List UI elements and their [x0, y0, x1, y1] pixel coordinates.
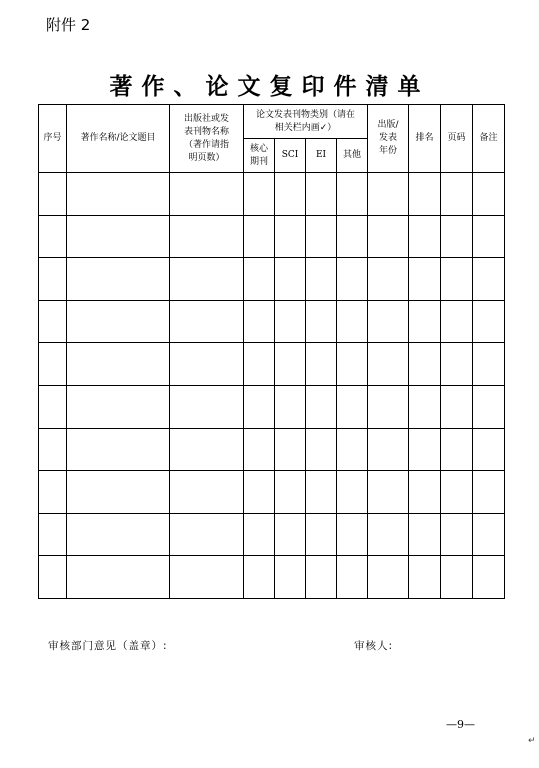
- header-pages: 页码: [441, 105, 473, 173]
- table-cell: [275, 300, 306, 343]
- table-cell: [337, 343, 368, 386]
- table-cell: [170, 428, 244, 471]
- header-work-title: 著作名称/论文题目: [67, 105, 170, 173]
- header-other: 其他: [337, 139, 368, 173]
- table-cell: [244, 258, 275, 301]
- table-cell: [275, 471, 306, 514]
- table-cell: [39, 513, 67, 556]
- table-cell: [409, 556, 441, 599]
- table-cell: [337, 215, 368, 258]
- table-cell: [473, 258, 505, 301]
- table-row: [39, 556, 505, 599]
- table-cell: [306, 385, 337, 428]
- table-cell: [306, 215, 337, 258]
- table-cell: [473, 173, 505, 216]
- table-cell: [306, 513, 337, 556]
- table-cell: [441, 215, 473, 258]
- table-cell: [170, 215, 244, 258]
- table-cell: [441, 343, 473, 386]
- header-publisher: 出版社或发 表刊物名称 （著作请指 明页数）: [170, 105, 244, 173]
- header-pub-year: 出版/ 发表 年份: [368, 105, 409, 173]
- table-cell: [67, 556, 170, 599]
- table-cell: [337, 513, 368, 556]
- table-cell: [368, 300, 409, 343]
- table-cell: [337, 258, 368, 301]
- table-cell: [473, 556, 505, 599]
- table-cell: [39, 343, 67, 386]
- table-row: [39, 471, 505, 514]
- table-cell: [409, 385, 441, 428]
- table-row: [39, 173, 505, 216]
- table-cell: [170, 556, 244, 599]
- table-cell: [337, 556, 368, 599]
- table-cell: [275, 385, 306, 428]
- table-cell: [244, 428, 275, 471]
- return-mark: ↵: [528, 736, 536, 746]
- table-cell: [170, 513, 244, 556]
- table-cell: [67, 173, 170, 216]
- table-row: [39, 385, 505, 428]
- table-row: [39, 300, 505, 343]
- table-cell: [409, 471, 441, 514]
- table-cell: [67, 300, 170, 343]
- table-cell: [441, 300, 473, 343]
- table-cell: [409, 513, 441, 556]
- table-cell: [337, 385, 368, 428]
- table-cell: [368, 173, 409, 216]
- table-cell: [67, 513, 170, 556]
- table-cell: [39, 258, 67, 301]
- table-cell: [170, 343, 244, 386]
- table-cell: [368, 471, 409, 514]
- table-cell: [368, 513, 409, 556]
- header-core-journal: 核心 期刊: [244, 139, 275, 173]
- table-cell: [409, 215, 441, 258]
- table-cell: [409, 173, 441, 216]
- table-row: [39, 343, 505, 386]
- table-cell: [170, 258, 244, 301]
- table-cell: [473, 343, 505, 386]
- table-cell: [441, 513, 473, 556]
- table-cell: [368, 385, 409, 428]
- page-title: 著作、论文复印件清单: [109, 73, 430, 100]
- table-cell: [170, 385, 244, 428]
- table-cell: [244, 300, 275, 343]
- table-cell: [39, 471, 67, 514]
- table-cell: [441, 385, 473, 428]
- table-cell: [368, 258, 409, 301]
- table-cell: [473, 300, 505, 343]
- table-cell: [441, 556, 473, 599]
- table-cell: [39, 385, 67, 428]
- reviewer-label: 审核人:: [354, 640, 394, 652]
- table-cell: [170, 300, 244, 343]
- table-cell: [170, 471, 244, 514]
- table-cell: [473, 385, 505, 428]
- table-cell: [409, 428, 441, 471]
- table-cell: [275, 343, 306, 386]
- copy-list-table: [38, 104, 505, 599]
- table-cell: [441, 258, 473, 301]
- table-cell: [67, 215, 170, 258]
- table-row: [39, 513, 505, 556]
- table-cell: [409, 300, 441, 343]
- table-cell: [368, 215, 409, 258]
- table-cell: [39, 428, 67, 471]
- table-cell: [441, 471, 473, 514]
- header-index: 序号: [39, 105, 67, 173]
- header-rank: 排名: [409, 105, 441, 173]
- table-cell: [473, 471, 505, 514]
- table-cell: [337, 471, 368, 514]
- table-cell: [39, 300, 67, 343]
- table-cell: [306, 300, 337, 343]
- table-cell: [473, 513, 505, 556]
- page-number: —9—: [446, 718, 475, 731]
- table-cell: [441, 428, 473, 471]
- table-cell: [275, 513, 306, 556]
- table-cell: [244, 471, 275, 514]
- attachment-label: 附件 2: [46, 16, 91, 34]
- table-cell: [306, 343, 337, 386]
- table-cell: [244, 343, 275, 386]
- table-cell: [275, 556, 306, 599]
- table-cell: [441, 173, 473, 216]
- header-category-group: 论文发表刊物类别（请在 相关栏内画✓）: [244, 105, 368, 139]
- review-department-opinion: 审核部门意见（盖章）:: [48, 640, 168, 652]
- table-row: [39, 258, 505, 301]
- table-cell: [244, 513, 275, 556]
- table-cell: [409, 343, 441, 386]
- table-cell: [275, 428, 306, 471]
- header-ei: EI: [306, 139, 337, 173]
- table-cell: [39, 173, 67, 216]
- table-cell: [337, 300, 368, 343]
- table-cell: [67, 428, 170, 471]
- table-cell: [306, 173, 337, 216]
- table-cell: [67, 258, 170, 301]
- table-cell: [409, 258, 441, 301]
- table-cell: [473, 215, 505, 258]
- table-cell: [170, 173, 244, 216]
- table-cell: [67, 471, 170, 514]
- table-cell: [337, 173, 368, 216]
- table-cell: [368, 343, 409, 386]
- table-cell: [306, 556, 337, 599]
- header-remarks: 备注: [473, 105, 505, 173]
- table-cell: [67, 343, 170, 386]
- table-cell: [244, 385, 275, 428]
- table-cell: [244, 215, 275, 258]
- table-row: [39, 428, 505, 471]
- table-cell: [275, 215, 306, 258]
- table-cell: [39, 556, 67, 599]
- table-cell: [275, 258, 306, 301]
- table-cell: [244, 173, 275, 216]
- table-cell: [368, 428, 409, 471]
- table-cell: [337, 428, 368, 471]
- table-cell: [368, 556, 409, 599]
- header-sci: SCI: [275, 139, 306, 173]
- table-cell: [473, 428, 505, 471]
- table-cell: [306, 428, 337, 471]
- table-cell: [306, 258, 337, 301]
- table-row: [39, 215, 505, 258]
- table-cell: [244, 556, 275, 599]
- table-cell: [39, 215, 67, 258]
- table-cell: [275, 173, 306, 216]
- table-cell: [67, 385, 170, 428]
- table-cell: [306, 471, 337, 514]
